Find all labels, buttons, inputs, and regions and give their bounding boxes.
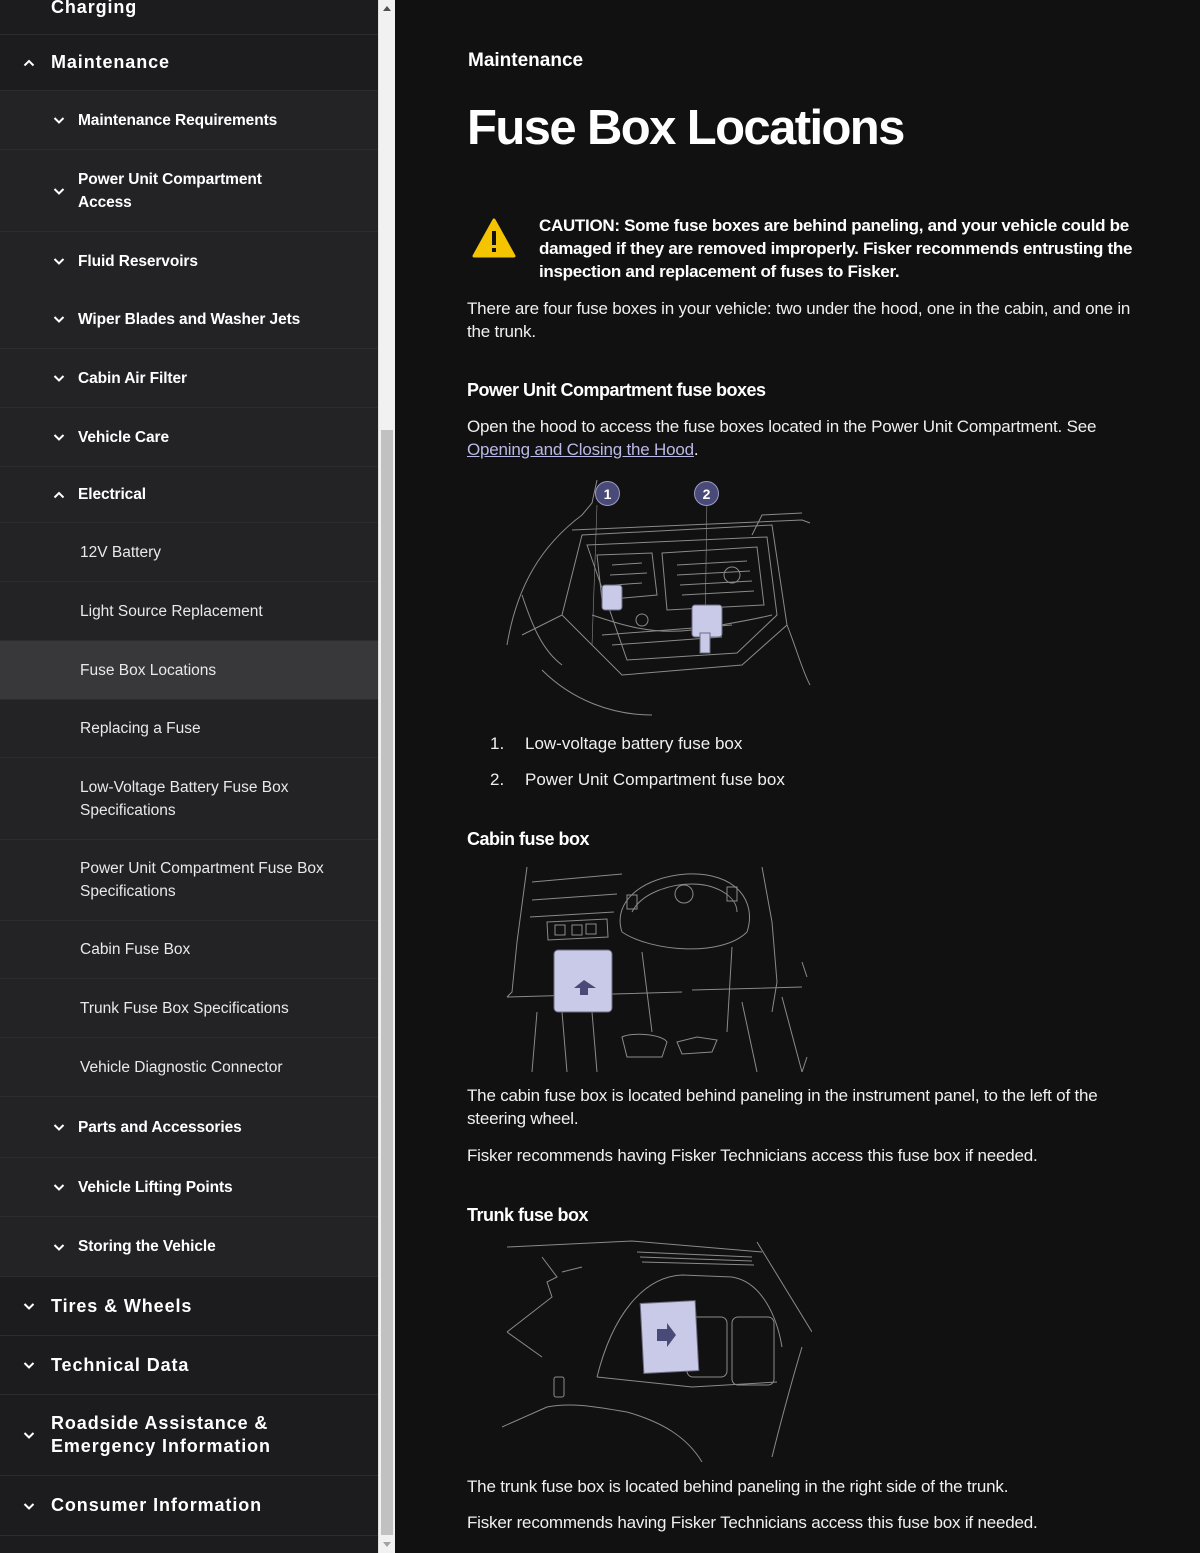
chevron-down-icon[interactable] [51, 253, 67, 269]
sidebar-item-trunk-fuse-box-specifications[interactable] [0, 979, 378, 1038]
sidebar-item-label: Electrical [78, 486, 146, 503]
power-unit-diagram [502, 475, 812, 720]
sidebar-item-label: Cabin Fuse Box [80, 941, 191, 958]
list-number: 2. [490, 770, 505, 789]
chevron-up-icon[interactable] [51, 487, 67, 503]
sidebar-item-vehicle-diagnostic-connector[interactable] [0, 1038, 378, 1097]
sidebar-item-power-unit-compartment-access[interactable] [0, 150, 378, 232]
cabin-heading: Cabin fuse box [467, 829, 590, 849]
sidebar-item-label: Vehicle Care [78, 428, 169, 446]
sidebar-item-electrical[interactable] [0, 467, 378, 523]
scroll-up-arrow-icon[interactable] [379, 0, 395, 17]
chevron-down-icon[interactable] [51, 1239, 67, 1255]
power-unit-text [467, 415, 1137, 461]
trunk-diagram [502, 1237, 812, 1462]
warning-triangle-icon [472, 218, 516, 258]
sidebar-item-label: Maintenance Requirements [78, 111, 278, 129]
chevron-down-icon[interactable] [21, 1298, 37, 1314]
sidebar-item-label: Power Unit Compartment Access [78, 170, 262, 211]
callout-1: 1 [595, 481, 620, 506]
sidebar-item-label: Roadside Assistance & Emergency Information [51, 1413, 271, 1456]
power-unit-heading: Power Unit Compartment fuse boxes [467, 380, 766, 400]
breadcrumb[interactable]: Maintenance [468, 50, 584, 71]
sidebar-item-label: Replacing a Fuse [80, 720, 201, 737]
sidebar-item-fuse-box-locations[interactable] [0, 641, 378, 700]
sidebar-item-technical-data[interactable] [0, 1336, 378, 1395]
sidebar-item-label: Tires & Wheels [51, 1295, 193, 1316]
sidebar-item-cabin-fuse-box[interactable] [0, 921, 378, 979]
sidebar-item-label: Vehicle Lifting Points [78, 1178, 233, 1196]
power-unit-text-prefix: Open the hood to access the fuse boxes located in the Power Unit Compartment. See [467, 417, 1097, 436]
sidebar-item-label: Technical Data [51, 1354, 190, 1375]
sidebar-item-maintenance-requirements[interactable] [0, 91, 378, 150]
sidebar-item-low-voltage-battery-fuse-box-specifications[interactable] [0, 758, 378, 840]
chevron-down-icon[interactable] [21, 1357, 37, 1373]
sidebar-item-label: Consumer Information [51, 1495, 263, 1515]
chevron-down-icon[interactable] [51, 183, 67, 199]
trunk-text-1: The trunk fuse box is located behind paneling in the right side of the trunk. [467, 1477, 1009, 1496]
sidebar-item-power-unit-compartment-fuse-box-specifications[interactable] [0, 840, 378, 921]
sidebar-item-label: Power Unit Compartment Fuse Box Specifications [80, 860, 324, 900]
opening-closing-hood-link[interactable]: Opening and Closing the Hood [467, 440, 694, 459]
trunk-text-2: Fisker recommends having Fisker Technicians access this fuse box if needed. [467, 1513, 1038, 1532]
main-content [395, 0, 1200, 1553]
sidebar-item-fluid-reservoirs[interactable] [0, 232, 378, 291]
page-title: Fuse Box Locations [467, 101, 904, 155]
chevron-up-icon[interactable] [21, 55, 37, 71]
sidebar-item-light-source-replacement[interactable] [0, 582, 378, 641]
sidebar-item-label: Low-Voltage Battery Fuse Box Specifications [80, 778, 289, 819]
sidebar-item-roadside-assistance-emergency-information[interactable] [0, 1395, 378, 1476]
sidebar-item-tires-wheels[interactable] [0, 1277, 378, 1336]
scroll-down-arrow-icon[interactable] [379, 1536, 395, 1553]
chevron-down-icon[interactable] [51, 311, 67, 327]
sidebar-item-label: Fluid Reservoirs [78, 252, 198, 270]
sidebar-item-maintenance[interactable] [0, 35, 378, 91]
sidebar-item-wiper-blades-and-washer-jets[interactable] [0, 290, 378, 349]
sidebar-item-cabin-air-filter[interactable] [0, 349, 378, 408]
sidebar-item-vehicle-lifting-points[interactable] [0, 1158, 378, 1217]
cabin-text-2: Fisker recommends having Fisker Technicians access this fuse box if needed. [467, 1146, 1038, 1165]
sidebar-item-label: Maintenance [51, 52, 170, 72]
sidebar-item-label: Light Source Replacement [80, 602, 263, 620]
sidebar-item-label: Vehicle Diagnostic Connector [80, 1058, 283, 1076]
chevron-down-icon[interactable] [51, 1179, 67, 1195]
list-text: Power Unit Compartment fuse box [525, 770, 785, 789]
chevron-down-icon[interactable] [21, 1498, 37, 1514]
chevron-down-icon[interactable] [51, 429, 67, 445]
sidebar-item-label: Wiper Blades and Washer Jets [78, 310, 301, 328]
sidebar-nav [0, 0, 378, 1553]
sidebar-item-label: Cabin Air Filter [78, 369, 187, 387]
intro-text: There are four fuse boxes in your vehicle: two under the hood, one in the cabin, and one in the trunk. [467, 299, 1131, 341]
power-unit-text-suffix: . [693, 440, 699, 459]
caution-text: CAUTION: Some fuse boxes are behind paneling, and your vehicle could be damaged if they are removed improperly. Fisker recommends entrusting the inspection and replacement of fuses to Fisker. [539, 216, 1133, 281]
callout-2: 2 [694, 481, 719, 506]
scroll-thumb[interactable] [381, 430, 393, 1535]
sidebar-scrollbar[interactable] [378, 0, 395, 1553]
sidebar-item-label: 12V Battery [80, 543, 161, 561]
sidebar-item-12v-battery[interactable] [0, 523, 378, 582]
caution-notice [467, 214, 1137, 284]
list-text: Low-voltage battery fuse box [525, 734, 743, 753]
chevron-down-icon[interactable] [51, 112, 67, 128]
sidebar-item-replacing-a-fuse[interactable] [0, 700, 378, 758]
chevron-down-icon[interactable] [51, 1119, 67, 1135]
cabin-diagram [502, 862, 812, 1072]
sidebar-item-consumer-information[interactable] [0, 1476, 378, 1536]
chevron-down-icon[interactable] [21, 1427, 37, 1443]
sidebar-item-label: Charging [51, 0, 138, 17]
sidebar-item-vehicle-care[interactable] [0, 408, 378, 467]
chevron-down-icon[interactable] [51, 370, 67, 386]
sidebar-item-label: Parts and Accessories [78, 1118, 242, 1136]
sidebar-item-storing-the-vehicle[interactable] [0, 1217, 378, 1277]
list-item [490, 732, 890, 756]
sidebar-item-label: Fuse Box Locations [80, 661, 217, 679]
sidebar-item-charging[interactable] [0, 0, 378, 35]
sidebar-item-label: Trunk Fuse Box Specifications [80, 999, 289, 1017]
list-item [490, 768, 890, 792]
sidebar-item-parts-and-accessories[interactable] [0, 1097, 378, 1158]
list-number: 1. [490, 734, 505, 753]
cabin-text-1: The cabin fuse box is located behind paneling in the instrument panel, to the left of the steering wheel. [467, 1086, 1098, 1128]
trunk-heading: Trunk fuse box [467, 1205, 589, 1225]
sidebar-item-label: Storing the Vehicle [78, 1238, 216, 1255]
